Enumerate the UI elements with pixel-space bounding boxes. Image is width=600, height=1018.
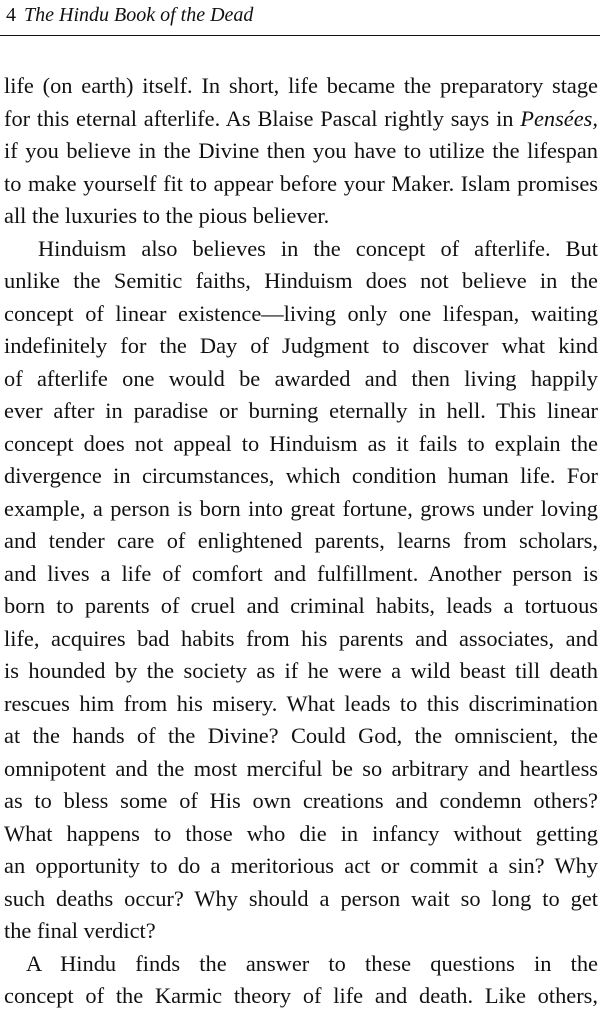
text-line: rescues him from his misery. What leads to this discrimination: [4, 690, 598, 716]
text-line: to make yourself fit to appear before your Maker. Islam promises: [4, 170, 598, 196]
text-line: indefinitely for the Day of Judgment to discover what kind: [4, 333, 598, 358]
body-text: [4, 70, 598, 1013]
text-line: an opportunity to do a meritorious act or commit a sin? Why: [4, 853, 598, 878]
text-line: all the luxuries to the pious believer.: [4, 203, 330, 228]
text-line: A Hindu finds the answer to these questions in the: [26, 950, 598, 976]
text-line: the final verdict?: [4, 918, 156, 943]
text-line: life, acquires bad habits from his parents and associates, and: [4, 625, 598, 651]
text-line: if you believe in the Divine then you have to utilize the lifespan: [4, 138, 598, 163]
text-line: life (on earth) itself. In short, life became the preparatory stage: [4, 73, 598, 98]
text-line: and lives a life of comfort and fulfillment. Another person is: [4, 560, 598, 586]
book-title: The Hindu Book of the Dead: [24, 4, 254, 26]
header-rule: [0, 35, 600, 36]
text-line: concept of the Karmic theory of life and death. Like others,: [4, 983, 598, 1008]
text-line: divergence in circumstances, which condition human life. For: [4, 463, 598, 488]
text-line: [4, 103, 598, 136]
text-line: and tender care of enlightened parents, learns from scholars,: [4, 528, 598, 553]
text-line: concept of linear existence—living only one lifespan, waiting: [4, 300, 598, 326]
running-head: [6, 0, 253, 30]
italic-title: Pensées,: [520, 105, 598, 131]
text-line: What happens to those who die in infancy without getting: [4, 820, 598, 846]
text-line: of afterlife one would be awarded and then living happily: [4, 365, 598, 391]
text-line: concept does not appeal to Hinduism as it fails to explain the: [4, 430, 598, 456]
text-line: at the hands of the Divine? Could God, the omniscient, the: [4, 723, 598, 748]
text-line: unlike the Semitic faiths, Hinduism does not believe in the: [4, 268, 598, 293]
text-segment: for this eternal afterlife. As Blaise Pascal rightly says in: [4, 105, 521, 131]
text-line: Hinduism also believes in the concept of afterlife. But: [38, 235, 598, 261]
text-line: ever after in paradise or burning eternally in hell. This linear: [4, 398, 598, 423]
text-line: such deaths occur? Why should a person wait so long to get: [4, 885, 598, 911]
text-line: as to bless some of His own creations and condemn others?: [4, 788, 598, 813]
text-line: omnipotent and the most merciful be so arbitrary and heartless: [4, 755, 598, 781]
page-number: 4: [6, 4, 16, 26]
text-line: example, a person is born into great fortune, grows under loving: [4, 495, 598, 521]
text-line: born to parents of cruel and criminal habits, leads a tortuous: [4, 593, 598, 618]
text-line: is hounded by the society as if he were a wild beast till death: [4, 658, 598, 683]
